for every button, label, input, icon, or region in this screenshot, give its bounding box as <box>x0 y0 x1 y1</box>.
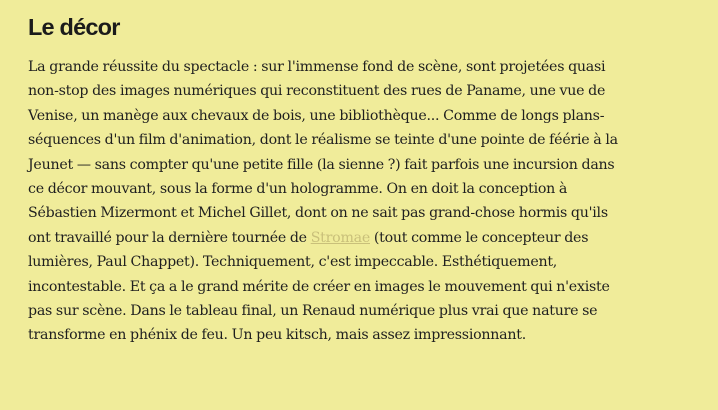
paragraph-line-with-link <box>28 226 688 250</box>
paragraph-line: incontestable. Et ça a le grand mérite de créer en images le mouvement qui n'existe <box>28 278 610 295</box>
paragraph <box>28 55 688 348</box>
line-text-before-link: ont travaillé pour la dernière tournée de <box>28 229 311 246</box>
paragraph-line: transforme en phénix de feu. Un peu kitsch, mais assez impressionnant. <box>28 327 526 344</box>
paragraph-line: Sébastien Mizermont et Michel Gillet, dont on ne sait pas grand-chose hormis qu'ils <box>28 205 608 222</box>
section-heading: Le décor <box>28 14 120 40</box>
paragraph-line: lumières, Paul Chappet). Techniquement, c'est impeccable. Esthétiquement, <box>28 254 558 271</box>
line-text-after-link: (tout comme le concepteur des <box>370 229 589 246</box>
paragraph-line: pas sur scène. Dans le tableau final, un Renaud numérique plus vrai que nature se <box>28 303 598 320</box>
paragraph-line: ce décor mouvant, sous la forme d'un hologramme. On en doit la conception à <box>28 181 568 198</box>
stromae-link[interactable]: Stromae <box>310 229 371 246</box>
paragraph-line: La grande réussite du spectacle : sur l'immense fond de scène, sont projetées quasi <box>28 59 606 75</box>
paragraph-line: Jeunet — sans compter qu'une petite fille (la sienne ?) fait parfois une incursion dans <box>28 156 615 173</box>
paragraph-line: Venise, un manège aux chevaux de bois, une bibliothèque... Comme de longs plans- <box>28 107 605 124</box>
paragraph-line: non-stop des images numériques qui reconstituent des rues de Paname, une vue de <box>28 83 606 100</box>
paragraph-line: séquences d'un film d'animation, dont le réalisme se teinte d'une pointe de féérie à la <box>28 132 618 149</box>
